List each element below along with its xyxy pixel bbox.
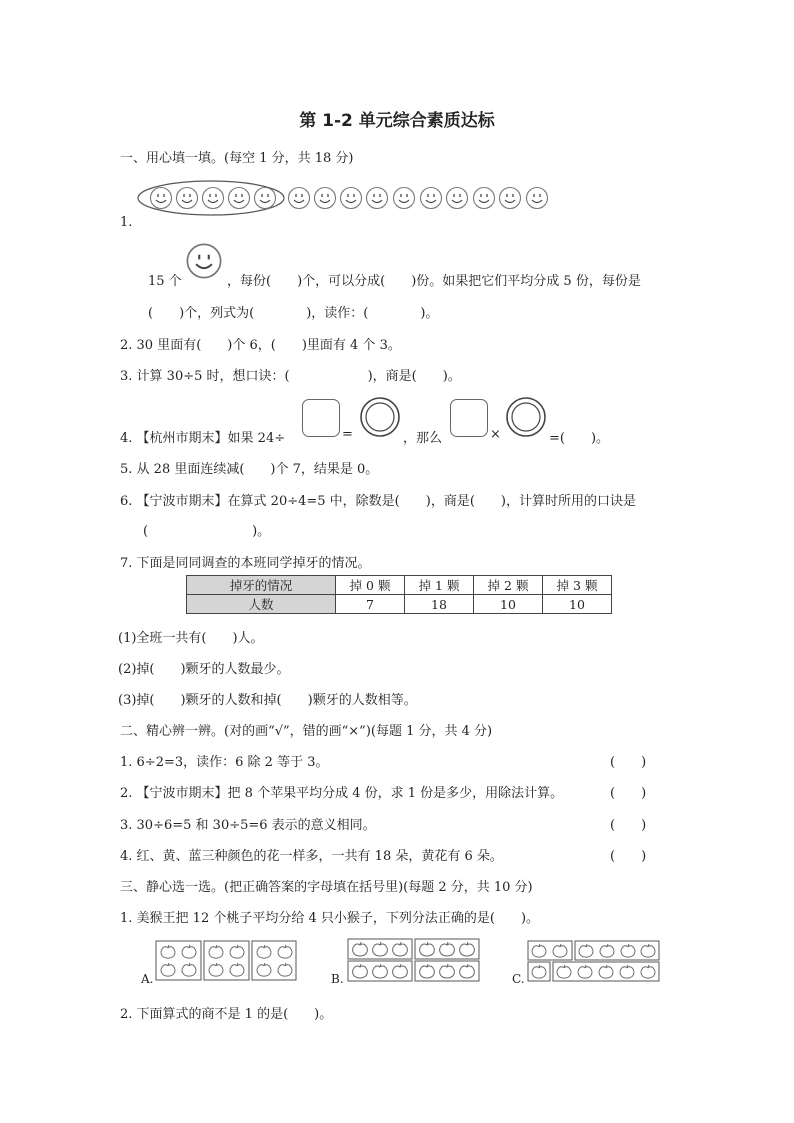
s3-q1-text: 1. 美猴王把 12 个桃子平均分给 4 只小猴子，下列分法正确的是( )。 [120,911,540,926]
s2-item-3: 3. 30÷6=5 和 30÷5=6 表示的意义相同。 [120,818,376,833]
table-cell: 7 [336,595,405,614]
smiley-icon [177,188,198,209]
smiley-faces-figure [136,178,566,218]
table-cell: 10 [474,595,543,614]
table-cell: 10 [543,595,612,614]
smiley-icon [341,188,362,209]
teeth-table [186,575,612,614]
blank-square [302,399,340,437]
table-row [187,595,612,614]
smiley-icon [255,188,276,209]
q3-text: 3. 计算 30÷5 时，想口诀：( )，商是( )。 [120,369,461,384]
blank-circle [359,396,401,438]
equals-sign: = [342,427,353,442]
q7-sub-3: (3)掉( )颗牙的人数和掉( )颗牙的人数相等。 [118,693,417,708]
smiley-icon [474,188,495,209]
q4-text-b: ，那么 [403,431,443,446]
table-header-cell: 掉 0 颗 [336,576,405,595]
table-header-cell: 掉牙的情况 [187,576,336,595]
smiley-icon [229,188,250,209]
q1-text-a: 15 个 [148,274,182,289]
section-1-heading: 一、用心填一填。(每空 1 分，共 18 分) [120,151,354,166]
smiley-icon [500,188,521,209]
option-a-label: A. [141,972,154,986]
smiley-icon [315,188,336,209]
q6-text-a: 6. 【宁波市期末】在算式 20÷4=5 中，除数是( )，商是( )，计算时所用的口诀是 [120,494,636,509]
section-3-heading: 三、静心选一选。(把正确答案的字母填在括号里)(每题 2 分，共 10 分) [120,880,533,895]
s2-item-4: 4. 红、黄、蓝三种颜色的花一样多，一共有 18 朵，黄花有 6 朵。 [120,849,503,864]
option-c-label: C. [512,972,525,986]
q7-intro: 7. 下面是同同调查的本班同学掉牙的情况。 [120,556,371,571]
smiley-icon [185,242,223,280]
smiley-row [136,178,566,222]
q5-text: 5. 从 28 里面连续减( )个 7，结果是 0。 [120,462,379,477]
answer-paren: ( ) [610,849,647,864]
q1-number: 1. [120,215,133,230]
blank-circle [505,396,547,438]
s2-item-2: 2. 【宁波市期末】把 8 个苹果平均分成 4 份，求 1 份是多少，用除法计算。 [120,786,564,801]
q1-text-b: ，每份( )个，可以分成( )份。如果把它们平均分成 5 份，每份是 [227,274,641,289]
q1-text-c: ( )个，列式为( )，读作：( )。 [148,306,439,321]
times-sign: × [490,427,501,442]
page-title: 第 1-2 单元综合素质达标 [299,111,495,131]
blank-square [450,399,488,437]
smiley-icon [394,188,415,209]
q7-sub-2: (2)掉( )颗牙的人数最少。 [118,662,290,677]
smiley-icon [203,188,224,209]
smiley-icon [367,188,388,209]
table-header-cell: 掉 3 颗 [543,576,612,595]
answer-paren: ( ) [610,786,647,801]
q6-text-b: ( )。 [143,524,271,539]
grouping-ellipse [138,181,284,215]
table-header-cell: 掉 2 颗 [474,576,543,595]
table-cell: 人数 [187,595,336,614]
smiley-icon [527,188,548,209]
smiley-icon [151,188,172,209]
option-b-label: B. [331,972,344,986]
section-2-heading: 二、精心辨一辨。(对的画“√”，错的画“×”)(每题 1 分，共 4 分) [120,724,493,739]
s3-q2-text: 2. 下面算式的商不是 1 的是( )。 [120,1007,333,1022]
s2-item-1: 1. 6÷2=3，读作：6 除 2 等于 3。 [120,755,329,770]
option-b-peaches-figure [347,938,481,982]
option-c-peaches-figure [527,940,661,982]
option-a-peaches-figure [155,940,297,982]
table-header-cell: 掉 1 颗 [405,576,474,595]
smiley-icon [447,188,468,209]
answer-paren: ( ) [610,755,647,770]
answer-paren: ( ) [610,818,647,833]
smiley-icon [421,188,442,209]
q2-text: 2. 30 里面有( )个 6，( )里面有 4 个 3。 [120,338,401,353]
table-cell: 18 [405,595,474,614]
q4-text-a: 4. 【杭州市期末】如果 24÷ [120,431,286,446]
smiley-icon [289,188,310,209]
q4-text-c: =( )。 [549,431,610,446]
table-header-row [187,576,612,595]
q7-sub-1: (1)全班一共有( )人。 [118,631,264,646]
